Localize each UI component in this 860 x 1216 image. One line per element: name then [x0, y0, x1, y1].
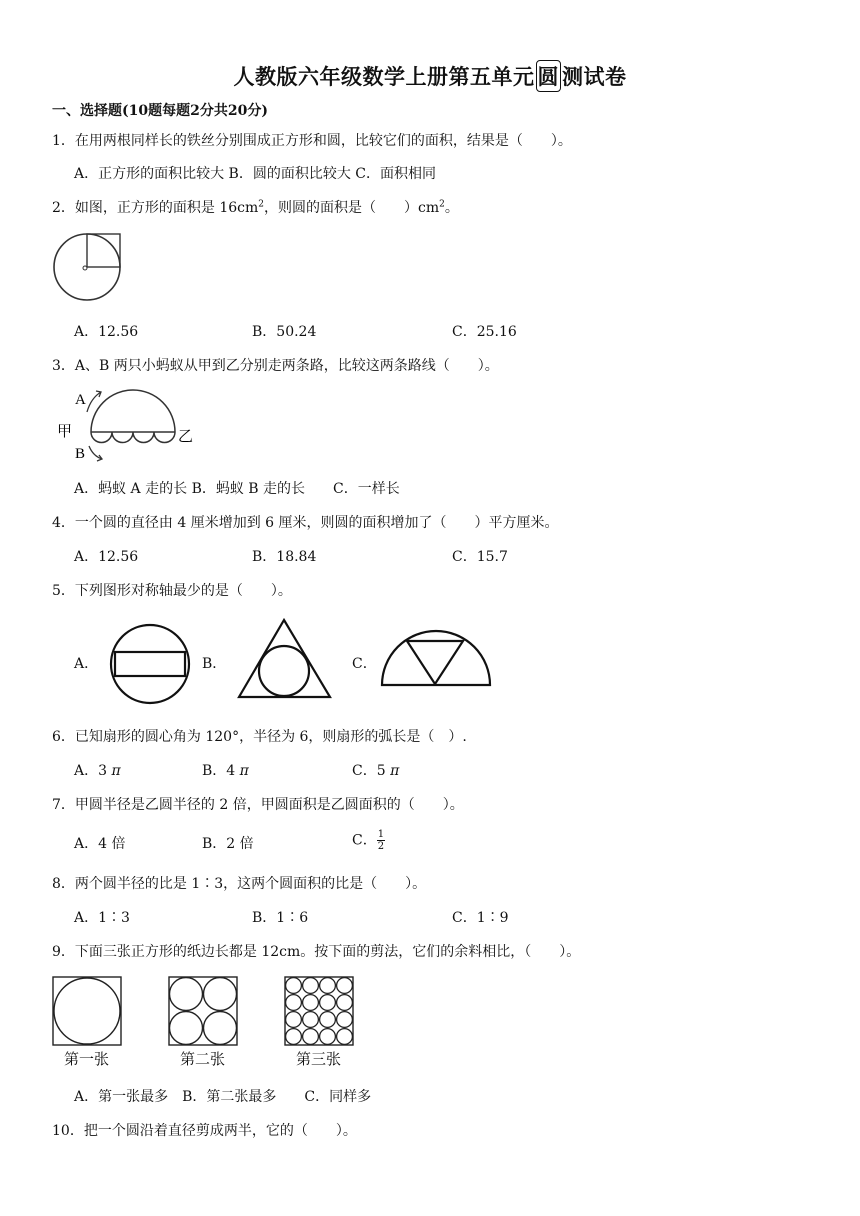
q2-stem-b: ，则圆的面积是（ ）cm	[264, 200, 440, 216]
q8-option-b: B．1∶6	[252, 910, 309, 926]
q9-caption-2: 第二张	[180, 1050, 226, 1068]
q7-option-c	[352, 829, 385, 852]
q5-stem: 5．下列图形对称轴最少的是（ ）。	[52, 583, 292, 599]
q9-sheet-3	[284, 976, 356, 1048]
q9-stem: 9．下面三张正方形的纸边长都是 12cm。按下面的剪法，它们的余料相比，（ ）。	[52, 944, 581, 960]
q9-sheet-3-circle	[303, 995, 319, 1011]
q2-sup2: 2	[439, 199, 445, 210]
q2-stem-c: 。	[444, 200, 459, 216]
q5-option-b: B．	[202, 656, 227, 672]
q9-sheet-3-circle	[337, 995, 353, 1011]
q9-sheet-1	[52, 976, 124, 1048]
q5-figure-a	[110, 624, 192, 706]
q6-option-a-text: A．3	[74, 763, 108, 779]
q9-sheet-3-circle	[320, 1012, 336, 1028]
q8-option-c: C．1∶9	[452, 910, 509, 926]
q4-stem: 4．一个圆的直径由 4 厘米增加到 6 厘米，则圆的面积增加了（ ）平方厘米。	[52, 515, 559, 531]
q9-sheet-2	[168, 976, 240, 1048]
q7-fraction	[377, 829, 385, 852]
q7-option-a: A．4 倍	[74, 836, 126, 852]
q2-center-dot	[83, 266, 87, 270]
q9-sheet-3-circle	[337, 1012, 353, 1028]
title-text-b: 测试卷	[562, 65, 627, 89]
q2-sup1: 2	[258, 199, 265, 210]
q6-option-a-pi: π	[111, 763, 121, 779]
q5-figure-c	[380, 629, 492, 687]
q3-options: A．蚂蚁 A 走的长 B．蚂蚁 B 走的长 C．一样长	[74, 481, 400, 497]
title-boxed-char: 圆	[536, 60, 562, 92]
q6-option-a	[74, 760, 121, 780]
q3-figure	[55, 386, 205, 462]
q3-label-end: 乙	[178, 427, 194, 445]
q3-small-semicircles	[91, 432, 175, 443]
q3-stem: 3．A、B 两只小蚂蚁从甲到乙分别走两条路，比较这两条路线（ ）。	[52, 358, 499, 374]
q3-label-a: A	[75, 392, 86, 408]
q6-option-c-text: C．5	[352, 763, 386, 779]
q6-option-b-pi: π	[239, 763, 249, 779]
q4-option-c: C．15.7	[452, 549, 508, 565]
q5-option-a: A．	[74, 656, 99, 672]
q2-option-a: A．12.56	[74, 324, 139, 340]
q8-stem: 8．两个圆半径的比是 1∶3，这两个圆面积的比是（ ）。	[52, 876, 427, 892]
q9-caption-3: 第三张	[296, 1050, 342, 1068]
q9-sheet-3-circle	[286, 1012, 302, 1028]
q7-fraction-num: 1	[377, 829, 385, 840]
title-text-a: 人教版六年级数学上册第五单元	[233, 65, 535, 89]
q1-stem: 1．在用两根同样长的铁丝分别围成正方形和圆，比较它们的面积，结果是（ ）。	[52, 133, 572, 149]
q3-big-semicircle	[91, 390, 175, 432]
q2-option-b: B．50.24	[252, 324, 317, 340]
q2-figure	[52, 230, 127, 302]
q7-fraction-den: 2	[377, 841, 385, 852]
q6-option-b	[202, 760, 249, 780]
q8-option-a: A．1∶3	[74, 910, 130, 926]
q6-stem: 6．已知扇形的圆心角为 120°，半径为 6，则扇形的弧长是（ ）.	[52, 729, 467, 745]
q9-sheet-3-circle	[286, 1029, 302, 1045]
section-heading: 一、选择题(10题每题2分共20分)	[52, 103, 268, 119]
q9-sheet-3-circle	[286, 995, 302, 1011]
q7-option-b: B．2 倍	[202, 836, 254, 852]
q1-options: A．正方形的面积比较大 B．圆的面积比较大 C．面积相同	[74, 166, 437, 182]
q6-option-b-text: B．4	[202, 763, 236, 779]
q2-stem	[52, 197, 459, 217]
q4-option-b: B．18.84	[252, 549, 317, 565]
q2-option-c: C．25.16	[452, 324, 517, 340]
q9-sheet-3-circle	[303, 978, 319, 994]
q9-sheet-3-circle	[320, 995, 336, 1011]
q6-option-c-pi: π	[390, 763, 400, 779]
q6-option-c	[352, 760, 399, 780]
q5-option-c: C．	[352, 656, 377, 672]
q9-sheet-3-circle	[337, 1029, 353, 1045]
q2-stem-a: 2．如图，正方形的面积是 16cm	[52, 200, 259, 216]
q7-stem: 7．甲圆半径是乙圆半径的 2 倍，甲圆面积是乙圆面积的（ ）。	[52, 797, 464, 813]
q9-sheet-3-circle	[286, 978, 302, 994]
q9-options: A．第一张最多 B．第二张最多 C．同样多	[74, 1089, 372, 1105]
q9-caption-1: 第一张	[64, 1050, 110, 1068]
q5-figure-b	[237, 618, 333, 700]
q3-label-start: 甲	[57, 422, 73, 440]
q9-sheet-3-circle	[303, 1029, 319, 1045]
q9-sheet-3-circle	[303, 1012, 319, 1028]
q3-arrow-a	[87, 392, 101, 412]
q9-sheet-3-circle	[320, 1029, 336, 1045]
q9-sheet-3-circle	[320, 978, 336, 994]
page-title	[0, 60, 860, 92]
q10-stem: 10．把一个圆沿着直径剪成两半，它的（ ）。	[52, 1123, 357, 1139]
q3-label-b: B	[75, 446, 86, 462]
q4-option-a: A．12.56	[74, 549, 139, 565]
q7-option-c-text: C．	[352, 832, 377, 849]
q9-sheet-3-circle	[337, 978, 353, 994]
